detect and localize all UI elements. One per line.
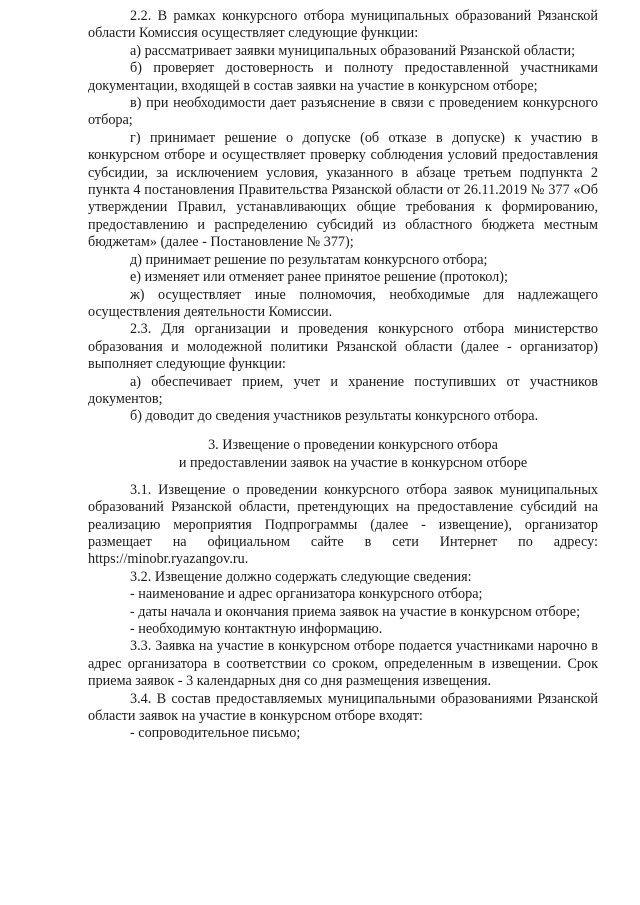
- section-3-heading-line1: 3. Извещение о проведении конкурсного отбора: [208, 436, 498, 453]
- item-2-2-a: а) рассматривает заявки муниципальных образований Рязанской области;: [130, 42, 576, 59]
- item-2-2-b: б) проверяет достоверность и полноту предоставленной участниками документации, входящей в состав заявки на участие в конкурсном отборе;: [88, 60, 598, 94]
- item-2-3-a: а) обеспечивает прием, учет и хранение поступивших от участников документов;: [88, 373, 598, 407]
- paragraph-3-3: 3.3. Заявка на участие в конкурсном отборе подается участниками нарочно в адрес организатора в соответствии со сроком, определенным в извещении. Срок приема заявок - 3 календарных дня со дня размещения извещения.: [88, 638, 598, 690]
- item-3-2-dates: - даты начала и окончания приема заявок на участие в конкурсном отборе;: [130, 603, 581, 620]
- item-2-2-e: е) изменяет или отменяет ранее принятое решение (протокол);: [130, 269, 508, 286]
- item-2-2-v: в) при необходимости дает разъяснение в связи с проведением конкурсного отбора;: [88, 95, 598, 129]
- item-2-2-zh: ж) осуществляет иные полномочия, необходимые для надлежащего осуществления деятельности Комиссии.: [88, 286, 598, 320]
- paragraph-3-4: 3.4. В состав предоставляемых муниципальными образованиями Рязанской области заявок на участие в конкурсном отборе входят:: [88, 690, 598, 725]
- paragraph-3-2: 3.2. Извещение должно содержать следующие сведения:: [130, 568, 472, 585]
- item-2-2-g: г) принимает решение о допуске (об отказе в допуске) к участию в конкурсном отборе и осуществляет проверку соблюдения условий предоставления субсидии, за исключением условия, указанного в абзаце третьем подпункта 2 пункта 4 постановления Правительства Рязанской области от 26.11.2019 № 377 «Об утверждении Правил, устанавливающих общие требования к формированию, предоставлению и распределению субсидий из областного бюджета местным бюджетам» (далее - Постановление № 377);: [88, 129, 598, 251]
- paragraph-3-1: 3.1. Извещение о проведении конкурсного отбора заявок муниципальных образований Рязанской области, претендующих на предоставление субсидий на реализацию мероприятия Подпрограммы (далее - извещение), организатор размещает на официальном сайте в сети Интернет по адресу: https://minobr.ryazangov.ru.: [88, 481, 598, 568]
- section-3-heading-line2: и предоставлении заявок на участие в конкурсном отборе: [178, 454, 528, 471]
- item-2-2-d: д) принимает решение по результатам конкурсного отбора;: [130, 251, 488, 268]
- section-2-body: [88, 8, 598, 426]
- paragraph-2-3: 2.3. Для организации и проведения конкурсного отбора министерство образования и молодежной политики Рязанской области (далее - организатор) выполняет следующие функции:: [88, 321, 598, 373]
- item-3-2-name-address: - наименование и адрес организатора конкурсного отбора;: [130, 586, 483, 603]
- paragraph-2-2: 2.2. В рамках конкурсного отбора муниципальных образований Рязанской области Комиссия осуществляет следующие функции:: [88, 8, 598, 42]
- section-3-body: [88, 482, 598, 743]
- item-3-4-cover-letter: - сопроводительное письмо;: [130, 725, 301, 742]
- item-2-3-b: б) доводит до сведения участников результаты конкурсного отбора.: [130, 408, 539, 425]
- section-3-heading: [108, 436, 598, 472]
- item-3-2-contact: - необходимую контактную информацию.: [130, 621, 383, 637]
